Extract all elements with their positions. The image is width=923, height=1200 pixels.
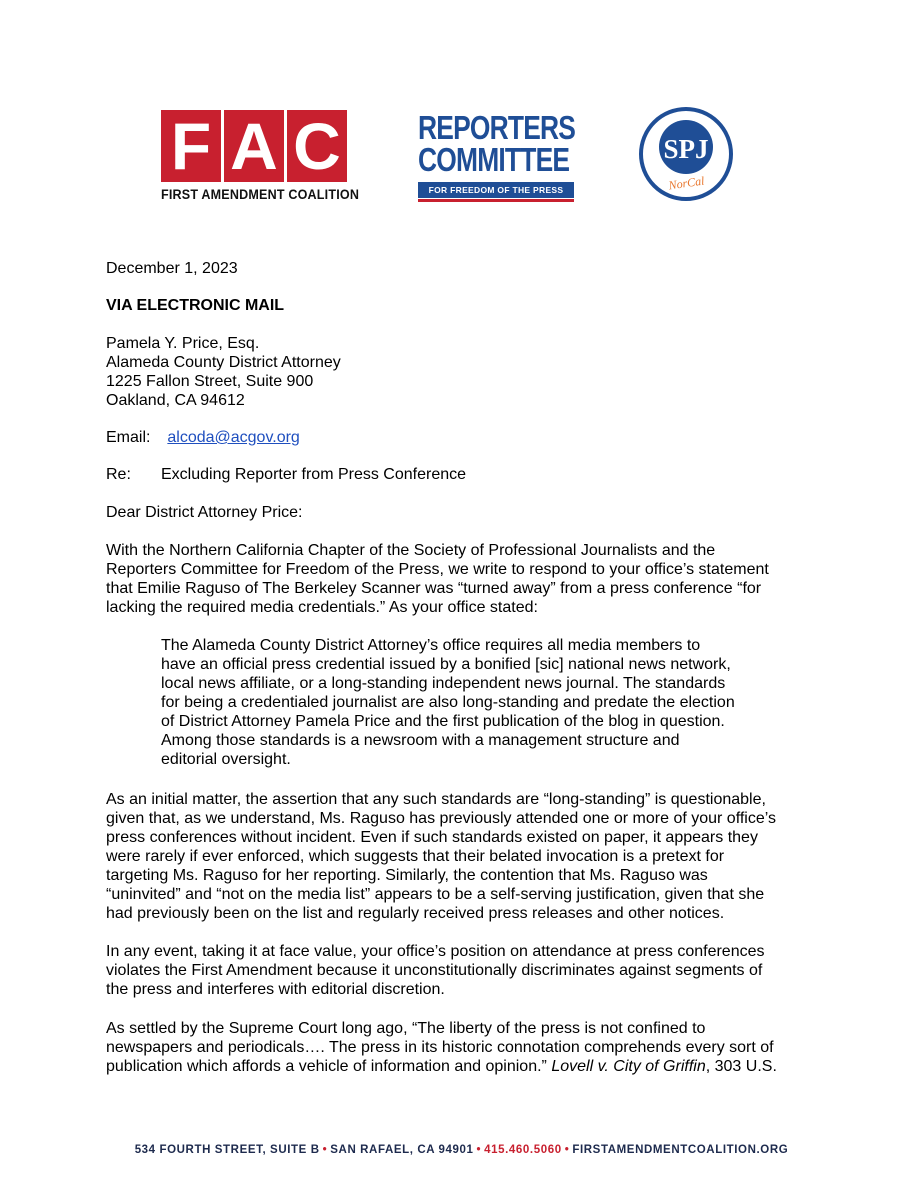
footer-separator-dot: •	[476, 1144, 482, 1156]
address-line-4: Oakland, CA 94612	[106, 392, 245, 409]
fac-logo-letter-c: C	[287, 110, 347, 182]
footer-city: SAN RAFAEL, CA 94901	[330, 1144, 474, 1156]
fac-logo-letter-f: F	[161, 110, 221, 182]
para1-line: Reporters Committee for Freedom of the Press, we write to respond to your office’s statement	[106, 561, 769, 578]
delivery-method: VIA ELECTRONIC MAIL	[106, 297, 285, 314]
para1-line: that Emilie Raguso of The Berkeley Scanner was “turned away” from a press conference “for	[106, 580, 762, 597]
rc-logo-red-rule	[418, 199, 574, 202]
case-cite-number: , 303 U.S.	[705, 1058, 777, 1075]
re-line	[106, 465, 466, 485]
footer-separator-dot: •	[564, 1144, 570, 1156]
quote-line: for being a credentialed journalist are also long-standing and predate the election	[161, 694, 735, 711]
para2-line: given that, as we understand, Ms. Raguso has previously attended one or more of your office’s	[106, 810, 777, 827]
spj-logo-emblem	[638, 106, 734, 202]
para4-last-line	[106, 1057, 777, 1077]
quote-line: Among those standards is a newsroom with a management structure and	[161, 732, 680, 749]
para3-line: the press and interferes with editorial discretion.	[106, 981, 445, 998]
email-label: Email:	[106, 429, 151, 446]
para2-line: “uninvited” and “not on the media list” appears to be a self-serving justification, given that she	[106, 886, 765, 903]
para2-line: were rarely if ever enforced, which suggests that their belated invocation is a pretext for	[106, 848, 725, 865]
address-line-1: Pamela Y. Price, Esq.	[106, 335, 260, 352]
footer-website[interactable]: FIRSTAMENDMENTCOALITION.ORG	[572, 1144, 789, 1156]
footer-address: 534 FOURTH STREET, SUITE B	[134, 1144, 320, 1156]
reporters-committee-logo	[418, 109, 576, 202]
para3-line: In any event, taking it at face value, your office’s position on attendance at press conferences	[106, 943, 765, 960]
para1-line: With the Northern California Chapter of the Society of Professional Journalists and the	[106, 542, 716, 559]
rc-logo-line1: REPORTERS	[418, 109, 576, 146]
address-line-3: 1225 Fallon Street, Suite 900	[106, 373, 314, 390]
spj-norcal-logo	[638, 106, 734, 202]
case-citation: Lovell v. City of Griffin	[551, 1058, 706, 1075]
email-line	[106, 428, 300, 448]
rc-logo-line2: COMMITTEE	[418, 141, 570, 178]
para4-line: As settled by the Supreme Court long ago, “The liberty of the press is not confined to	[106, 1020, 706, 1037]
letter-date: December 1, 2023	[106, 260, 238, 277]
para3-line: violates the First Amendment because it unconstitutionally discriminates against segments of	[106, 962, 763, 979]
para2-line: press conferences without incident. Even if such standards existed on paper, it appears they	[106, 829, 758, 846]
quote-line: have an official press credential issued by a bonified [sic] national news network,	[161, 656, 731, 673]
email-link[interactable]: alcoda@acgov.org	[167, 429, 300, 446]
rc-logo-bar: FOR FREEDOM OF THE PRESS	[418, 182, 574, 198]
quote-line: editorial oversight.	[161, 751, 291, 768]
spj-logo-sub: NorCal	[667, 173, 706, 193]
para2-line: As an initial matter, the assertion that any such standards are “long-standing” is questionable,	[106, 791, 766, 808]
footer-separator-dot: •	[322, 1144, 328, 1156]
para2-line: had previously been on the list and regularly received press releases and other notices.	[106, 905, 725, 922]
address-line-2: Alameda County District Attorney	[106, 354, 341, 371]
para4-line: newspapers and periodicals…. The press in its historic connotation comprehends every sort of	[106, 1039, 774, 1056]
fac-logo	[161, 109, 360, 202]
quote-line: of District Attorney Pamela Price and the first publication of the blog in question.	[161, 713, 725, 730]
footer-phone: 415.460.5060	[484, 1144, 562, 1156]
re-subject: Excluding Reporter from Press Conference	[161, 466, 467, 483]
letterhead-footer	[0, 1144, 923, 1156]
para2-line: targeting Ms. Raguso for her reporting. Similarly, the contention that Ms. Raguso was	[106, 867, 708, 884]
quote-line: The Alameda County District Attorney’s office requires all media members to	[161, 637, 701, 654]
spj-logo-text: SPJ	[663, 134, 709, 164]
quote-line: local news affiliate, or a long-standing independent news journal. The standards	[161, 675, 726, 692]
salutation: Dear District Attorney Price:	[106, 504, 303, 521]
para1-line: lacking the required media credentials.” As your office stated:	[106, 599, 538, 616]
para4-last-text: publication which affords a vehicle of information and opinion.”	[106, 1058, 552, 1075]
fac-logo-letter-a: A	[224, 110, 284, 182]
re-label: Re:	[106, 466, 131, 483]
fac-logo-subtitle: FIRST AMENDMENT COALITION	[161, 187, 360, 202]
